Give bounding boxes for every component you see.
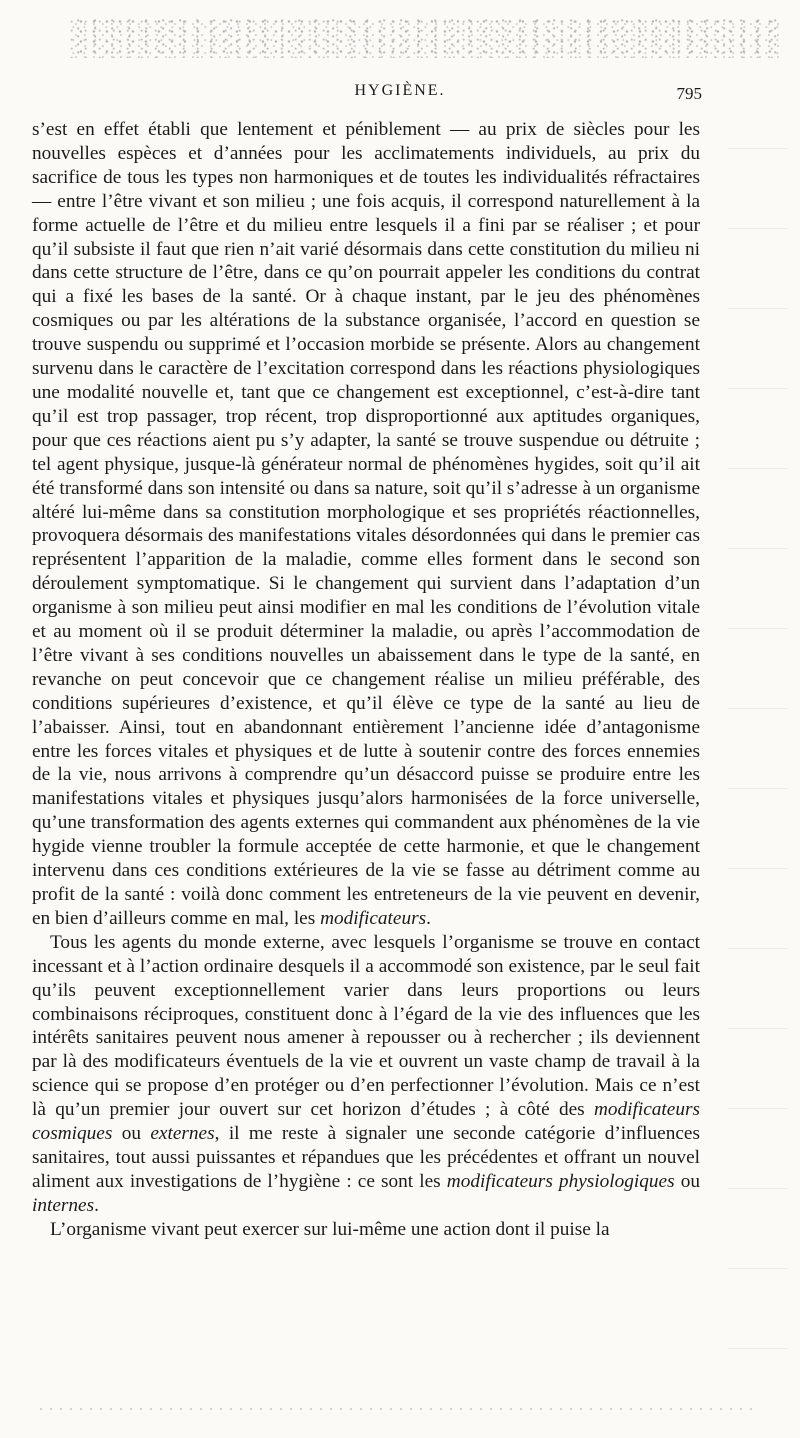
- page-header: [0, 82, 800, 112]
- italic-text: internes: [32, 1194, 95, 1216]
- paragraph-text: s’est en effet établi que lentement et péniblement — au prix de siècles pour les nouvelles espèces et d’années pour les acclimatements individuels, au prix du sacrifice de tous les types non harmoniques et de toutes les individualités réfractaires — entre l’être vivant et son milieu ; une fois acquis, il correspond naturellement à la forme actuelle de l’être et du milieu entre lesquels il a fini par se réaliser ; et pour qu’il subsiste il faut que rien n’ait varié désormais dans cette constitution du milieu ni dans cette structure de l’être, dans ce qu’on pourrait appeler les conditions du contrat qui a fixé les bases de la santé. Or à chaque instant, par le jeu des phénomènes cosmiques ou par les altérations de la substance organisée, l’accord en question se trouve suspendu ou supprimé et l’occasion morbide se présente. Alors au changement survenu dans le caractère de l’excitation correspond dans les réactions physiologiques une modalité nouvelle et, tant que ce changement est exceptionnel, c’est-à-dire tant qu’il est trop passager, trop récent, trop disproportionné aux aptitudes organiques, pour que ces réactions aient pu s’y adapter, la santé se trouve suspendue ou détruite ; tel agent physique, jusque-là générateur normal de phénomènes hygides, soit qu’il ait été transformé dans son intensité ou dans sa nature, soit qu’il s’adresse à un organisme altéré lui-même dans sa constitution morphologique et ses propriétés réactionnelles, provoquera désormais des manifestations vitales désordonnées qui dans le premier cas représentent l’apparition de la maladie, comme elles forment dans le second son déroulement symptomatique. Si le changement qui survient dans l’adaptation d’un organisme à son milieu peut ainsi modifier en mal les conditions de l’évolution vitale et au moment où il se produit déterminer la maladie, ou après l’accommodation de l’être vivant à ses conditions nouvelles un abaissement dans le type de la santé, en revanche on peut concevoir que ce changement réalise un milieu préférable, des conditions supérieures d’existence, et qu’il élève ce type de la santé au lieu de l’abaisser. Ainsi, tout en abandonnant entièrement l’ancienne idée d’antagonisme entre les forces vitales et physiques et de lutte à soutenir contre des forces ennemies de la vie, nous arrivons à comprendre qu’un désaccord puisse se produire entre les manifestations vitales et physiques jusqu’alors harmonisées de la force universelle, qu’une transformation des agents externes qui commandent aux phénomènes de la vie hygide vienne troubler la formule acceptée de cette harmonie, et que le changement intervenu dans ces conditions extérieures de la vie se fasse au détriment comme au profit de la santé : voilà donc comment les entreteneurs de la vie peuvent en devenir, en bien d’ailleurs comme en mal, les: [32, 119, 700, 929]
- italic-text: modificateurs cosmiques: [32, 1099, 700, 1145]
- paragraph-text: .: [426, 907, 431, 929]
- running-title: HYGIÈNE.: [354, 82, 446, 99]
- paragraph: [32, 931, 700, 1218]
- paragraph-text: , il me reste à signaler une seconde catégorie d’influences sanitaires, tout aussi puissantes et répandues que les précédentes et offrant un nouvel aliment aux investigations de l’hygiène : ce sont les: [32, 1123, 700, 1192]
- paragraph-text: L’organisme vivant peut exercer sur lui-même une action dont il puise la: [50, 1218, 610, 1240]
- footer-marks: [40, 1408, 760, 1410]
- margin-marks: [728, 110, 788, 1390]
- italic-text: externes: [150, 1123, 215, 1145]
- page-top-speckle: [70, 18, 780, 58]
- italic-text: modificateurs physiologiques: [446, 1170, 675, 1192]
- paragraph: [32, 1218, 700, 1242]
- page-number: 795: [676, 84, 702, 103]
- paragraph-text: .: [94, 1194, 99, 1216]
- body-text: [32, 118, 700, 1242]
- italic-text: modificateurs: [320, 907, 427, 929]
- paragraph-text: Tous les agents du monde externe, avec lesquels l’organisme se trouve en contact incessant et à l’action ordinaire desquels il a accommodé son existence, par le seul fait qu’ils peuvent exceptionnellement varier dans leurs proportions ou leurs combinaisons réciproques, constituent donc à l’égard de la vie des influences que les intérêts sanitaires peuvent nous amener à repousser ou à rechercher ; ils deviennent par là des modificateurs éventuels de la vie et ouvrent un vaste champ de travail à la science qui se propose d’en protéger ou d’en perfectionner l’évolution. Mais ce n’est là qu’un premier jour ouvert sur cet horizon d’études ; à côté des: [32, 931, 700, 1121]
- paragraph-text: ou: [674, 1170, 700, 1192]
- paragraph: [32, 118, 700, 931]
- paragraph-text: ou: [112, 1123, 151, 1145]
